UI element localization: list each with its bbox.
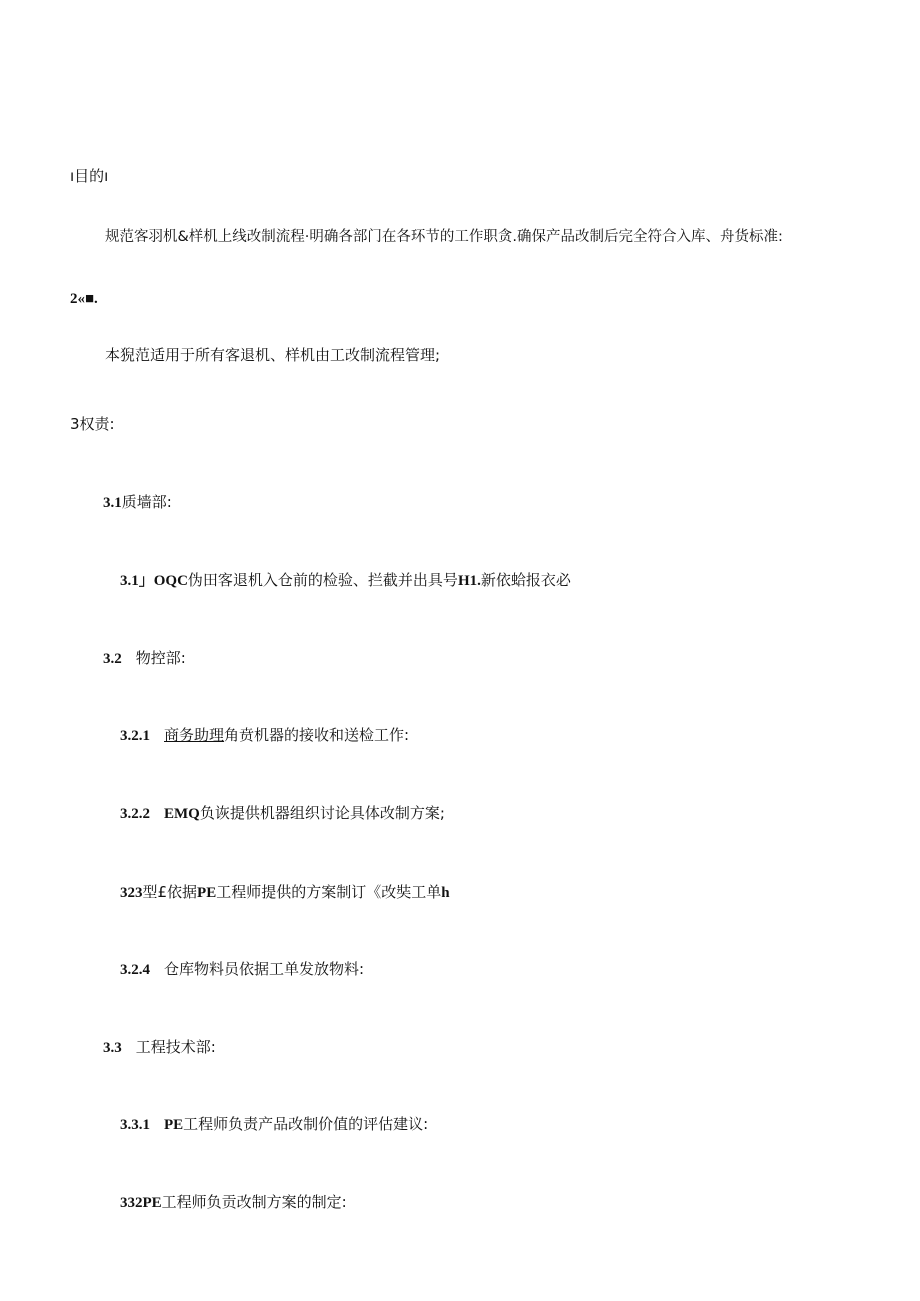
section-3-2-4: [120, 959, 364, 980]
section-3-2-3-text2: 工程师提供的方案制订《改奘工单: [216, 883, 442, 901]
section-3-2-3-text1: 型£依据: [142, 883, 198, 901]
section-3-3-1-lead: PE: [164, 1117, 184, 1133]
section-3-1-1-text: 伪田客退机入仓前的检验、拦截并出具号: [187, 571, 458, 589]
section-3-2-3-number: 323: [120, 885, 143, 901]
section-3-2-3: [120, 882, 450, 903]
section-3-2-number: 3.2: [103, 651, 122, 667]
section-3-3-1-number: 3.3.1: [120, 1117, 150, 1133]
section-3-2-text: 物控部:: [135, 649, 186, 667]
section-3-3-2-text: 工程师负贡改制方案的制定:: [161, 1193, 347, 1211]
section-3-2-1-text: 角贲机器的接收和送检工作:: [224, 726, 410, 744]
scope-heading-text: 2«■.: [70, 291, 98, 307]
section-3-2-2-number: 3.2.2: [120, 806, 150, 822]
section-3-1-text: 质墙部:: [121, 493, 172, 511]
section-3-2-4-number: 3.2.4: [120, 962, 150, 978]
section-3-2-1-number: 3.2.1: [120, 728, 150, 744]
purpose-heading-text: ı目的ı: [70, 167, 109, 185]
section-3-3-2: [120, 1192, 347, 1213]
section-3-2-2: [120, 803, 445, 824]
purpose-text: 规范客羽机&样机上线改制流程·明确各部门在各环节的工作职贪.确保产品改制后完全符合入库、舟货标准:: [105, 229, 783, 245]
section-3-3-2-number: 332PE: [120, 1195, 162, 1211]
section-3-2-2-lead: EMQ: [164, 806, 200, 822]
section-3-2-2-text: 负诙提供机器组织讨论具体改制方案;: [199, 804, 445, 822]
section-3-1-number: 3.1: [103, 495, 122, 511]
section-3-2-1-underlined: 商务助理: [164, 726, 225, 744]
section-3-3-1: [120, 1114, 428, 1135]
section-3-1-1-code: H1.: [457, 573, 481, 589]
scope-paragraph: [105, 345, 440, 365]
section-3-1-1: [120, 570, 571, 591]
section-3-2: [103, 648, 186, 669]
scope-heading: [70, 289, 98, 309]
duties-heading-text: 3权责:: [70, 415, 115, 433]
section-3-1: [103, 492, 172, 513]
purpose-heading: [70, 166, 108, 186]
section-3-3-1-text: 工程师负责产品改制价值的评估建议:: [183, 1115, 429, 1133]
section-3-3-number: 3.3: [103, 1040, 122, 1056]
section-3-2-4-text: 仓库物料员依据工单发放物料:: [164, 960, 365, 978]
section-3-2-1: [120, 725, 409, 746]
duties-heading: [70, 414, 115, 434]
section-3-2-3-tail: h: [441, 885, 450, 901]
section-3-2-3-mid: PE: [197, 885, 217, 901]
scope-text: 本猊范适用于所有客退机、样机由工改制流程管理;: [105, 346, 441, 364]
section-3-3: [103, 1037, 216, 1058]
section-3-1-1-number: 3.1」OQC: [120, 573, 188, 589]
section-3-1-1-tail: 新依蛤报衣必: [480, 571, 571, 589]
section-3-3-text: 工程技术部:: [135, 1038, 216, 1056]
purpose-paragraph: [105, 227, 783, 247]
